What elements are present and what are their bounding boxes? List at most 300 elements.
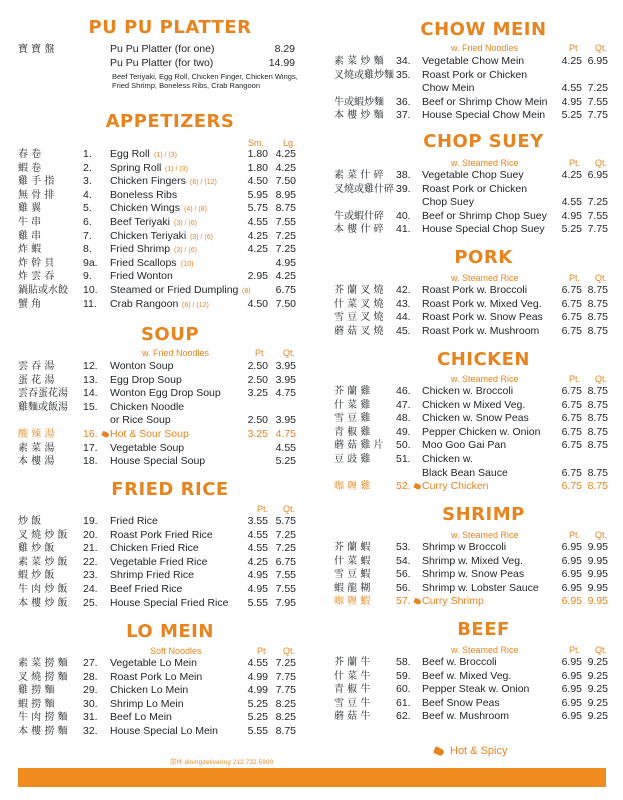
dish-chinese-name: 牛或蝦炒麵 bbox=[334, 96, 384, 108]
dish-name: House Special Chop Suey bbox=[422, 223, 545, 236]
dish-price-small: 6.75 bbox=[561, 412, 582, 425]
dish-price-large: 8.75 bbox=[587, 398, 608, 411]
menu-row bbox=[316, 439, 623, 452]
pork-subtitle: w. Steamed Rice bbox=[451, 273, 519, 283]
dish-chinese-name: 牛 肉 炒 飯 bbox=[18, 584, 68, 595]
dish-price-small: 5.25 bbox=[247, 711, 268, 724]
dish-price-large: 7.25 bbox=[275, 657, 296, 669]
dish-price-large: 3.95 bbox=[275, 373, 296, 386]
menu-row bbox=[316, 183, 623, 196]
dish-chinese-name: 芥 蘭 叉 燒 bbox=[334, 285, 384, 296]
dish-chinese-name: 芥 蘭 蝦 bbox=[334, 542, 371, 553]
beef-col2-header: Qt. bbox=[595, 645, 608, 655]
dish-name: Fried Wonton bbox=[110, 270, 173, 283]
soup-title: SOUP bbox=[140, 324, 200, 345]
dish-chinese-name: 本 樓 湯 bbox=[18, 456, 55, 468]
dish-number: 52. bbox=[396, 480, 411, 493]
dish-chinese-name: 雞 手 指 bbox=[18, 176, 55, 188]
dish-price-small: 4.25 bbox=[561, 169, 582, 181]
dish-price-small: 4.55 bbox=[247, 216, 268, 228]
menu-row bbox=[0, 257, 310, 270]
dish-number: 25. bbox=[83, 596, 98, 609]
dish-name: Pepper Chicken w. Onion bbox=[422, 425, 541, 438]
dish-price-large: 4.25 bbox=[275, 148, 296, 160]
dish-price-small: 6.95 bbox=[561, 710, 582, 723]
dish-number: 10. bbox=[83, 284, 98, 296]
dish-price-large: 9.25 bbox=[587, 683, 608, 696]
dish-price-small: 2.95 bbox=[247, 270, 268, 283]
menu-row bbox=[0, 455, 310, 468]
dish-quantity-note: (1) / (3) bbox=[165, 165, 188, 173]
dish-number: 39. bbox=[396, 182, 411, 195]
dish-name: Beef Snow Peas bbox=[422, 696, 500, 709]
dish-chinese-name: 鍋貼或水餃 bbox=[18, 285, 68, 296]
dish-name: Chicken Teriyaki bbox=[110, 229, 187, 242]
fried-rice-col2-header: Qt. bbox=[283, 504, 296, 514]
dish-name: Vegetable Soup bbox=[110, 441, 185, 454]
dish-name: Roast Pork w. Mixed Veg. bbox=[422, 297, 542, 310]
dish-price-large: 7.55 bbox=[275, 569, 296, 582]
dish-price-small: 5.25 bbox=[561, 109, 582, 122]
dish-price-large: 8.75 bbox=[587, 412, 608, 425]
dish-price-large: 7.75 bbox=[587, 223, 608, 236]
dish-number: 61. bbox=[396, 696, 411, 709]
dish-number: 47. bbox=[396, 398, 411, 411]
dish-number: 8. bbox=[83, 243, 92, 256]
dish-number: 57. bbox=[396, 595, 411, 608]
menu-row bbox=[316, 284, 623, 297]
dish-price-small: 4.55 bbox=[247, 657, 268, 669]
dish-name: Chicken Noodle bbox=[110, 400, 185, 413]
dish-price-small: 4.55 bbox=[561, 196, 582, 209]
menu-row bbox=[0, 243, 310, 256]
dish-price-large: 7.25 bbox=[275, 528, 296, 541]
dish-chinese-name: 素 菜 湯 bbox=[18, 442, 55, 454]
dish-name: Curry Shrimp bbox=[422, 595, 484, 608]
dish-chinese-name: 春 卷 bbox=[18, 149, 42, 160]
dish-name: Egg Roll bbox=[110, 148, 150, 160]
dish-chinese-name: 素 菜 炒 麵 bbox=[334, 56, 384, 67]
dish-name: Roast Pork Lo Mein bbox=[110, 670, 203, 683]
dish-name: Beef Fried Rice bbox=[110, 583, 183, 595]
dish-name: House Special Fried Rice bbox=[110, 596, 229, 609]
dish-chinese-name: 雞麵或飯湯 bbox=[18, 401, 68, 413]
dish-name: Wonton Soup bbox=[110, 360, 174, 372]
dish-name: Roast Pork or Chicken bbox=[422, 68, 528, 81]
dish-name: Beef or Shrimp Chop Suey bbox=[422, 209, 547, 222]
menu-row bbox=[0, 230, 310, 243]
dish-price-small: 6.95 bbox=[561, 683, 582, 696]
lo-mein-col1-header: Pt bbox=[257, 646, 266, 656]
menu-row bbox=[0, 43, 310, 56]
menu-row bbox=[316, 697, 623, 710]
chow-mein-col2-header: Qt. bbox=[595, 43, 608, 53]
menu-row bbox=[316, 670, 623, 683]
dish-price-small: 5.55 bbox=[247, 725, 268, 737]
dish-price-small: 5.55 bbox=[247, 596, 268, 609]
dish-name: Fried Scallops bbox=[110, 256, 177, 269]
pupu-item-price: 8.29 bbox=[274, 43, 295, 55]
dish-chinese-name: 豆 豉 雞 bbox=[334, 454, 371, 465]
dish-name: Shrimp Lo Mein bbox=[110, 697, 184, 710]
hot-spicy-legend bbox=[434, 745, 507, 757]
legend-label: Hot & Spicy bbox=[450, 745, 508, 757]
dish-price-small: 4.55 bbox=[247, 528, 268, 541]
dish-price-small: 6.95 bbox=[561, 595, 582, 608]
dish-price-small: 6.75 bbox=[561, 425, 582, 438]
dish-name: Roast Pork Fried Rice bbox=[110, 528, 213, 541]
dish-chinese-name: 炒 飯 bbox=[18, 516, 42, 527]
menu-row bbox=[0, 414, 310, 427]
dish-number: 4. bbox=[83, 188, 92, 201]
pupu-title: PU PU PLATTER bbox=[88, 17, 252, 38]
dish-number: 62. bbox=[396, 710, 411, 723]
menu-row bbox=[316, 555, 623, 568]
dish-chinese-name: 蘑 菇 雞 片 bbox=[334, 440, 384, 452]
dish-chinese-name: 酸 辣 湯 bbox=[18, 429, 55, 440]
dish-name: Chop Suey bbox=[422, 196, 474, 209]
dish-chinese-name: 蝦 龍 糊 bbox=[334, 582, 371, 594]
dish-price-small: 4.99 bbox=[247, 684, 268, 697]
menu-row bbox=[0, 360, 310, 373]
dish-number: 7. bbox=[83, 229, 92, 242]
menu-row bbox=[0, 175, 310, 188]
chicken-subtitle: w. Steamed Rice bbox=[451, 374, 519, 384]
dish-price-large: 8.75 bbox=[587, 439, 608, 452]
dish-price-large: 4.75 bbox=[275, 428, 296, 440]
dish-price-large: 7.25 bbox=[275, 243, 296, 256]
dish-price-small: 2.50 bbox=[247, 373, 268, 386]
dish-price-large: 8.75 bbox=[587, 385, 608, 397]
chow-mein-subtitle: w. Fried Noodles bbox=[451, 43, 519, 53]
dish-chinese-name: 雞 串 bbox=[18, 230, 42, 242]
shrimp-col2-header: Qt. bbox=[595, 530, 608, 540]
dish-price-large: 9.25 bbox=[587, 696, 608, 709]
dish-number: 46. bbox=[396, 385, 411, 397]
dish-quantity-note: (6) / (12) bbox=[190, 179, 217, 187]
dish-chinese-name: 叉燒或雞炒麵 bbox=[334, 69, 394, 81]
dish-chinese-name: 蝦 撈 麵 bbox=[18, 698, 55, 710]
dish-name: Boneless Ribs bbox=[110, 188, 178, 201]
dish-number: 41. bbox=[396, 223, 411, 236]
dish-chinese-name: 炸 幹 貝 bbox=[18, 257, 55, 269]
dish-price-small: 4.55 bbox=[247, 542, 268, 555]
dish-price-small: 3.25 bbox=[247, 387, 268, 400]
dish-price-large: 9.25 bbox=[587, 710, 608, 723]
dish-price-large: 7.55 bbox=[587, 209, 608, 222]
chop-suey-col1-header: Pt. bbox=[569, 158, 581, 168]
dish-price-large: 9.95 bbox=[587, 541, 608, 553]
dish-price-small: 6.95 bbox=[561, 554, 582, 567]
dish-chinese-name: 素 菜 什 碎 bbox=[334, 170, 384, 181]
dish-price-large: 3.95 bbox=[275, 360, 296, 372]
menu-row bbox=[0, 428, 310, 441]
dish-name: Beef Teriyaki bbox=[110, 216, 170, 228]
menu-row bbox=[0, 529, 310, 542]
dish-chinese-name: 雞 翼 bbox=[18, 203, 42, 215]
chop-suey-title: CHOP SUEY bbox=[423, 131, 544, 152]
dish-name: Fried Rice bbox=[110, 515, 158, 527]
dish-price-large: 4.25 bbox=[275, 161, 296, 174]
dish-name: House Special Lo Mein bbox=[110, 725, 218, 737]
dish-price-small: 5.25 bbox=[561, 223, 582, 236]
dish-chinese-name: 咖 喱 雞 bbox=[334, 481, 371, 493]
dish-price-large: 8.75 bbox=[587, 480, 608, 493]
menu-row bbox=[316, 55, 623, 68]
footer-bar bbox=[18, 768, 606, 787]
dish-number: 34. bbox=[396, 55, 411, 67]
menu-row bbox=[0, 270, 310, 283]
menu-row bbox=[0, 597, 310, 610]
dish-chinese-name: 本 樓 撈 麵 bbox=[18, 726, 68, 737]
dish-chinese-name: 雪 豆 牛 bbox=[334, 697, 371, 709]
dish-price-small: 5.95 bbox=[247, 188, 268, 201]
menu-row bbox=[316, 453, 623, 466]
dish-price-small: 4.95 bbox=[561, 95, 582, 108]
fried-rice-title: FRIED RICE bbox=[111, 479, 229, 500]
menu-row bbox=[316, 710, 623, 723]
dish-price-small: 4.25 bbox=[247, 555, 268, 568]
dish-number: 31. bbox=[83, 711, 98, 724]
beef-col1-header: Pt. bbox=[569, 645, 581, 655]
dish-price-small: 3.55 bbox=[247, 515, 268, 527]
dish-name: Vegetable Fried Rice bbox=[110, 555, 208, 568]
dish-name: Shrimp Fried Rice bbox=[110, 569, 195, 582]
menu-row bbox=[316, 412, 623, 425]
dish-price-large: 7.25 bbox=[587, 82, 608, 95]
dish-price-small: 6.95 bbox=[561, 581, 582, 594]
menu-row bbox=[316, 109, 623, 122]
dish-number: 23. bbox=[83, 569, 98, 582]
dish-price-large: 9.95 bbox=[587, 595, 608, 608]
dish-quantity-note: (10) bbox=[181, 260, 194, 268]
dish-chinese-name: 叉 燒 撈 麵 bbox=[18, 671, 68, 683]
dish-price-small: 6.75 bbox=[561, 297, 582, 310]
dish-number: 56. bbox=[396, 581, 411, 594]
menu-row bbox=[316, 298, 623, 311]
dish-chinese-name: 本 樓 炒 麵 bbox=[334, 110, 384, 122]
dish-chinese-name: 青 椒 雞 bbox=[334, 426, 371, 438]
menu-row bbox=[316, 196, 623, 209]
menu-row bbox=[0, 711, 310, 724]
dish-price-small: 2.50 bbox=[247, 414, 268, 427]
menu-row bbox=[0, 148, 310, 161]
dish-price-small: 4.50 bbox=[247, 175, 268, 188]
dish-name: Beef w. Broccoli bbox=[422, 656, 497, 668]
dish-price-small: 6.75 bbox=[561, 466, 582, 479]
dish-number: 9a. bbox=[83, 256, 98, 269]
dish-name: Chicken w. Snow Peas bbox=[422, 412, 529, 425]
dish-chinese-name: 什 菜 叉 燒 bbox=[334, 298, 384, 310]
dish-price-small: 4.95 bbox=[247, 569, 268, 582]
dish-price-large: 9.25 bbox=[587, 669, 608, 682]
dish-price-small: 6.75 bbox=[561, 398, 582, 411]
dish-number: 40. bbox=[396, 209, 411, 222]
dish-name: Chicken w. bbox=[422, 453, 473, 465]
dish-number: 45. bbox=[396, 324, 411, 337]
menu-row bbox=[316, 541, 623, 554]
dish-price-large: 7.55 bbox=[275, 583, 296, 595]
dish-chinese-name: 雞 炒 飯 bbox=[18, 543, 55, 555]
dish-quantity-note: (3) / (6) bbox=[190, 233, 213, 241]
dish-number: 3. bbox=[83, 175, 92, 188]
pupu-item-name: Pu Pu Platter (for one) bbox=[110, 43, 215, 55]
dish-chinese-name: 本 樓 什 碎 bbox=[334, 224, 384, 236]
menu-row bbox=[316, 582, 623, 595]
dish-chinese-name: 叉 燒 炒 飯 bbox=[18, 529, 68, 541]
dish-number: 16. bbox=[83, 428, 98, 440]
dish-price-small: 5.25 bbox=[247, 697, 268, 710]
dish-number: 11. bbox=[83, 297, 97, 310]
shrimp-col1-header: Pt. bbox=[569, 530, 581, 540]
dish-name: Chow Mein bbox=[422, 82, 475, 95]
soup-col1-header: Pt bbox=[255, 348, 264, 358]
dish-chinese-name: 芥 蘭 雞 bbox=[334, 386, 371, 397]
dish-price-large: 8.75 bbox=[275, 725, 296, 737]
dish-price-large: 3.95 bbox=[275, 414, 296, 427]
dish-chinese-name: 蘑 菇 叉 燒 bbox=[334, 325, 384, 337]
dish-price-large: 8.75 bbox=[587, 311, 608, 324]
dish-number: 54. bbox=[396, 554, 411, 567]
dish-price-large: 7.95 bbox=[275, 596, 296, 609]
dish-chinese-name: 什 菜 牛 bbox=[334, 670, 371, 682]
dish-number: 6. bbox=[83, 216, 92, 228]
dish-price-large: 7.25 bbox=[587, 196, 608, 209]
dish-number: 59. bbox=[396, 669, 411, 682]
menu-row bbox=[316, 96, 623, 109]
dish-number: 14. bbox=[83, 387, 98, 400]
menu-row bbox=[316, 210, 623, 223]
dish-name: Black Bean Sauce bbox=[422, 466, 508, 479]
pork-title: PORK bbox=[454, 247, 513, 268]
dish-number: 15. bbox=[83, 400, 98, 413]
dish-chinese-name: 素 菜 炒 飯 bbox=[18, 556, 68, 568]
menu-row bbox=[316, 480, 623, 493]
menu-row bbox=[0, 374, 310, 387]
dish-price-large: 5.75 bbox=[275, 515, 296, 527]
dish-price-small: 4.99 bbox=[247, 670, 268, 683]
dish-name: Crab Rangoon bbox=[110, 297, 179, 310]
dish-price-large: 4.75 bbox=[275, 387, 296, 400]
dish-price-large: 8.95 bbox=[275, 188, 296, 201]
dish-number: 20. bbox=[83, 528, 98, 541]
dish-price-large: 6.75 bbox=[275, 284, 296, 296]
dish-price-large: 7.55 bbox=[275, 216, 296, 228]
dish-number: 28. bbox=[83, 670, 98, 683]
dish-price-small: 1.80 bbox=[247, 161, 268, 174]
dish-quantity-note: (6) / (12) bbox=[182, 301, 209, 309]
dish-number: 2. bbox=[83, 161, 92, 174]
menu-row bbox=[0, 162, 310, 175]
dish-price-large: 4.95 bbox=[275, 256, 296, 269]
dish-chinese-name: 雪 豆 雞 bbox=[334, 413, 371, 425]
dish-price-small: 6.75 bbox=[561, 284, 582, 296]
dish-name: Beef Lo Mein bbox=[110, 711, 172, 724]
dish-price-large: 7.75 bbox=[275, 684, 296, 697]
chicken-col2-header: Qt. bbox=[595, 374, 608, 384]
dish-number: 21. bbox=[83, 542, 98, 555]
menu-row bbox=[0, 542, 310, 555]
dish-name: Roast Pork or Chicken bbox=[422, 182, 528, 195]
dish-price-large: 9.95 bbox=[587, 554, 608, 567]
dish-name: House Special Soup bbox=[110, 455, 206, 468]
dish-chinese-name: 蝦 炒 飯 bbox=[18, 570, 55, 582]
dish-number: 58. bbox=[396, 656, 411, 668]
dish-chinese-name: 芥 蘭 牛 bbox=[334, 657, 371, 668]
dish-name: Chicken Fried Rice bbox=[110, 542, 199, 555]
dish-price-small: 6.95 bbox=[561, 696, 582, 709]
menu-row bbox=[0, 698, 310, 711]
lo-mein-col2-header: Qt. bbox=[283, 646, 296, 656]
pupu-item-name: Pu Pu Platter (for two) bbox=[110, 57, 214, 69]
menu-row bbox=[316, 82, 623, 95]
dish-number: 37. bbox=[396, 109, 411, 122]
menu-row bbox=[0, 583, 310, 596]
dish-price-large: 7.75 bbox=[587, 109, 608, 122]
lo-mein-subtitle: Soft Noodles bbox=[150, 646, 202, 656]
dish-name: Hot & Sour Soup bbox=[110, 428, 189, 440]
dish-number: 43. bbox=[396, 297, 411, 310]
appetizers-title: APPETIZERS bbox=[105, 111, 235, 132]
dish-price-large: 4.55 bbox=[275, 441, 296, 454]
dish-price-large: 8.75 bbox=[587, 425, 608, 438]
dish-chinese-name: 牛或蝦什碎 bbox=[334, 210, 384, 222]
menu-row bbox=[316, 656, 623, 669]
dish-number: 44. bbox=[396, 311, 411, 324]
menu-row bbox=[316, 595, 623, 608]
dish-price-small: 2.50 bbox=[247, 360, 268, 372]
dish-price-large: 8.75 bbox=[587, 324, 608, 337]
dish-chinese-name: 青 椒 牛 bbox=[334, 684, 371, 696]
menu-row bbox=[0, 401, 310, 414]
dish-price-small: 6.95 bbox=[561, 669, 582, 682]
dish-number: 53. bbox=[396, 541, 411, 553]
dish-chinese-name: 雪 豆 蝦 bbox=[334, 569, 371, 581]
dish-chinese-name: 雲吞蛋花湯 bbox=[18, 388, 68, 400]
dish-price-large: 4.25 bbox=[275, 270, 296, 283]
dish-number: 27. bbox=[83, 657, 98, 669]
beef-subtitle: w. Steamed Rice bbox=[451, 645, 519, 655]
dish-quantity-note: (3) / (6) bbox=[174, 247, 197, 255]
menu-row bbox=[0, 442, 310, 455]
dish-name: Beef w. Mixed Veg. bbox=[422, 669, 512, 682]
dish-number: 38. bbox=[396, 169, 411, 181]
dish-price-large: 7.75 bbox=[275, 670, 296, 683]
dish-price-small: 6.75 bbox=[561, 311, 582, 324]
menu-row bbox=[0, 387, 310, 400]
dish-price-large: 9.25 bbox=[587, 656, 608, 668]
dish-quantity-note: (4) / (8) bbox=[184, 206, 207, 214]
dish-chinese-name: 蝦 卷 bbox=[18, 162, 42, 174]
dish-number: 60. bbox=[396, 683, 411, 696]
dish-chinese-name: 什 菜 蝦 bbox=[334, 555, 371, 567]
dish-chinese-name: 素 菜 撈 麵 bbox=[18, 658, 68, 669]
chili-pepper-icon bbox=[101, 431, 109, 438]
menu-row bbox=[0, 216, 310, 229]
menu-row bbox=[0, 515, 310, 528]
dish-number: 24. bbox=[83, 583, 98, 595]
dish-chinese-name: 牛 肉 撈 麵 bbox=[18, 712, 68, 724]
dish-number: 29. bbox=[83, 684, 98, 697]
dish-name: Egg Drop Soup bbox=[110, 373, 182, 386]
dish-chinese-name: 雪 豆 叉 燒 bbox=[334, 312, 384, 324]
dish-name: Wonton Egg Drop Soup bbox=[110, 387, 221, 400]
dish-name: or Rice Soup bbox=[110, 414, 171, 427]
dish-price-small: 6.75 bbox=[561, 385, 582, 397]
menu-row bbox=[0, 57, 310, 70]
dish-name: Shrimp w. Mixed Veg. bbox=[422, 554, 523, 567]
dish-name: Vegetable Chop Suey bbox=[422, 169, 524, 181]
